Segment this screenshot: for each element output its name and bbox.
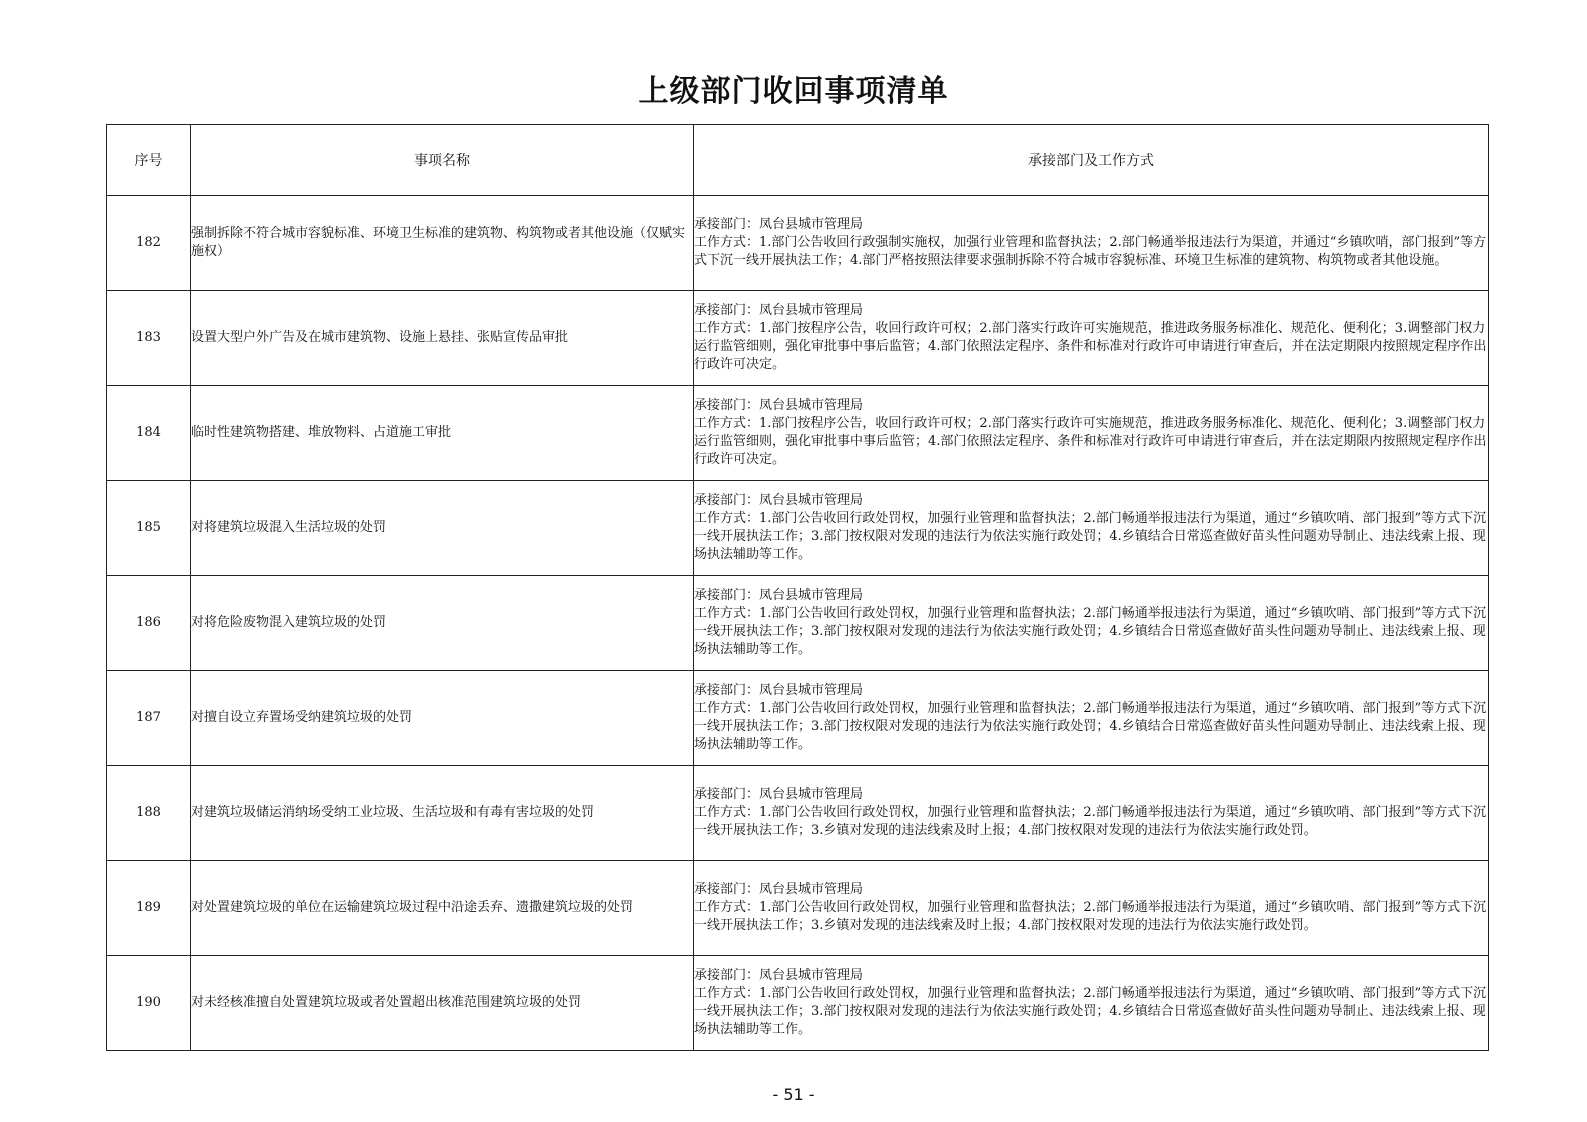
table-row (107, 576, 1489, 671)
row-method (694, 481, 1489, 576)
row-name: 对将危险废物混入建筑垃圾的处罚 (191, 576, 694, 671)
page-title: 上级部门收回事项清单 (638, 74, 949, 109)
row-num: 184 (107, 386, 191, 481)
row-dept: 承接部门：凤台县城市管理局 (694, 968, 864, 983)
table-row (107, 291, 1489, 386)
row-work-method: 工作方式：1.部门公告收回行政处罚权，加强行业管理和监督执法；2.部门畅通举报违法行为渠道，通过“乡镇吹哨、部门报到”等方式下沉一线开展执法工作；3.乡镇对发现的违法线索及时上报；4.部门按权限对发现的违法行为依法实施行政处罚。 (694, 805, 1487, 838)
row-num: 182 (107, 196, 191, 291)
row-name: 对将建筑垃圾混入生活垃圾的处罚 (191, 481, 694, 576)
row-dept: 承接部门：凤台县城市管理局 (694, 787, 864, 802)
table-row (107, 196, 1489, 291)
row-dept: 承接部门：凤台县城市管理局 (694, 217, 864, 232)
row-dept: 承接部门：凤台县城市管理局 (694, 588, 864, 603)
header-name: 事项名称 (191, 125, 694, 196)
row-work-method: 工作方式：1.部门按程序公告，收回行政许可权；2.部门落实行政许可实施规范，推进政务服务标准化、规范化、便利化；3.调整部门权力运行监管细则，强化审批事中事后监管；4.部门依照法定程序、条件和标准对行政许可申请进行审查后，并在法定期限内按照规定程序作出行政许可决定。 (694, 416, 1487, 467)
row-method (694, 291, 1489, 386)
table-row (107, 386, 1489, 481)
row-num: 187 (107, 671, 191, 766)
row-method (694, 861, 1489, 956)
row-num: 185 (107, 481, 191, 576)
row-num: 183 (107, 291, 191, 386)
row-work-method: 工作方式：1.部门公告收回行政处罚权，加强行业管理和监督执法；2.部门畅通举报违法行为渠道，通过“乡镇吹哨、部门报到”等方式下沉一线开展执法工作；3.部门按权限对发现的违法行为依法实施行政处罚；4.乡镇结合日常巡查做好苗头性问题劝导制止、违法线索上报、现场执法辅助等工作。 (694, 606, 1487, 657)
page-number: - 51 - (772, 1085, 815, 1104)
row-dept: 承接部门：凤台县城市管理局 (694, 882, 864, 897)
row-name: 对擅自设立弃置场受纳建筑垃圾的处罚 (191, 671, 694, 766)
row-method (694, 956, 1489, 1051)
table-header-row (107, 125, 1489, 196)
row-name: 对未经核准擅自处置建筑垃圾或者处置超出核准范围建筑垃圾的处罚 (191, 956, 694, 1051)
table-row (107, 956, 1489, 1051)
row-method (694, 671, 1489, 766)
row-name: 对处置建筑垃圾的单位在运输建筑垃圾过程中沿途丢弃、遗撒建筑垃圾的处罚 (191, 861, 694, 956)
row-method (694, 766, 1489, 861)
row-dept: 承接部门：凤台县城市管理局 (694, 493, 864, 508)
row-dept: 承接部门：凤台县城市管理局 (694, 303, 864, 318)
header-method: 承接部门及工作方式 (694, 125, 1489, 196)
header-num: 序号 (107, 125, 191, 196)
row-work-method: 工作方式：1.部门公告收回行政处罚权，加强行业管理和监督执法；2.部门畅通举报违法行为渠道，通过“乡镇吹哨、部门报到”等方式下沉一线开展执法工作；3.部门按权限对发现的违法行为依法实施行政处罚；4.乡镇结合日常巡查做好苗头性问题劝导制止、违法线索上报、现场执法辅助等工作。 (694, 986, 1487, 1037)
row-dept: 承接部门：凤台县城市管理局 (694, 683, 864, 698)
row-work-method: 工作方式：1.部门公告收回行政处罚权，加强行业管理和监督执法；2.部门畅通举报违法行为渠道，通过“乡镇吹哨、部门报到”等方式下沉一线开展执法工作；3.部门按权限对发现的违法行为依法实施行政处罚；4.乡镇结合日常巡查做好苗头性问题劝导制止、违法线索上报、现场执法辅助等工作。 (694, 701, 1487, 752)
table-row (107, 481, 1489, 576)
matters-table (106, 124, 1489, 1051)
row-num: 188 (107, 766, 191, 861)
table-row (107, 861, 1489, 956)
table-row (107, 671, 1489, 766)
row-name: 临时性建筑物搭建、堆放物料、占道施工审批 (191, 386, 694, 481)
row-num: 186 (107, 576, 191, 671)
row-work-method: 工作方式：1.部门按程序公告，收回行政许可权；2.部门落实行政许可实施规范，推进政务服务标准化、规范化、便利化；3.调整部门权力运行监管细则，强化审批事中事后监管；4.部门依照法定程序、条件和标准对行政许可申请进行审查后，并在法定期限内按照规定程序作出行政许可决定。 (694, 321, 1487, 372)
row-work-method: 工作方式：1.部门公告收回行政强制实施权，加强行业管理和监督执法；2.部门畅通举报违法行为渠道，并通过“乡镇吹哨，部门报到”等方式下沉一线开展执法工作；4.部门严格按照法律要求强制拆除不符合城市容貌标准、环境卫生标准的建筑物、构筑物或者其他设施。 (694, 235, 1487, 268)
row-name: 强制拆除不符合城市容貌标准、环境卫生标准的建筑物、构筑物或者其他设施（仅赋实施权） (191, 196, 694, 291)
row-method (694, 386, 1489, 481)
row-name: 设置大型户外广告及在城市建筑物、设施上悬挂、张贴宣传品审批 (191, 291, 694, 386)
row-work-method: 工作方式：1.部门公告收回行政处罚权，加强行业管理和监督执法；2.部门畅通举报违法行为渠道，通过“乡镇吹哨、部门报到”等方式下沉一线开展执法工作；3.乡镇对发现的违法线索及时上报；4.部门按权限对发现的违法行为依法实施行政处罚。 (694, 900, 1487, 933)
row-method (694, 576, 1489, 671)
table-row (107, 766, 1489, 861)
row-dept: 承接部门：凤台县城市管理局 (694, 398, 864, 413)
row-work-method: 工作方式：1.部门公告收回行政处罚权，加强行业管理和监督执法；2.部门畅通举报违法行为渠道，通过“乡镇吹哨、部门报到”等方式下沉一线开展执法工作；3.部门按权限对发现的违法行为依法实施行政处罚；4.乡镇结合日常巡查做好苗头性问题劝导制止、违法线索上报、现场执法辅助等工作。 (694, 511, 1487, 562)
row-num: 189 (107, 861, 191, 956)
row-name: 对建筑垃圾储运消纳场受纳工业垃圾、生活垃圾和有毒有害垃圾的处罚 (191, 766, 694, 861)
row-num: 190 (107, 956, 191, 1051)
row-method (694, 196, 1489, 291)
